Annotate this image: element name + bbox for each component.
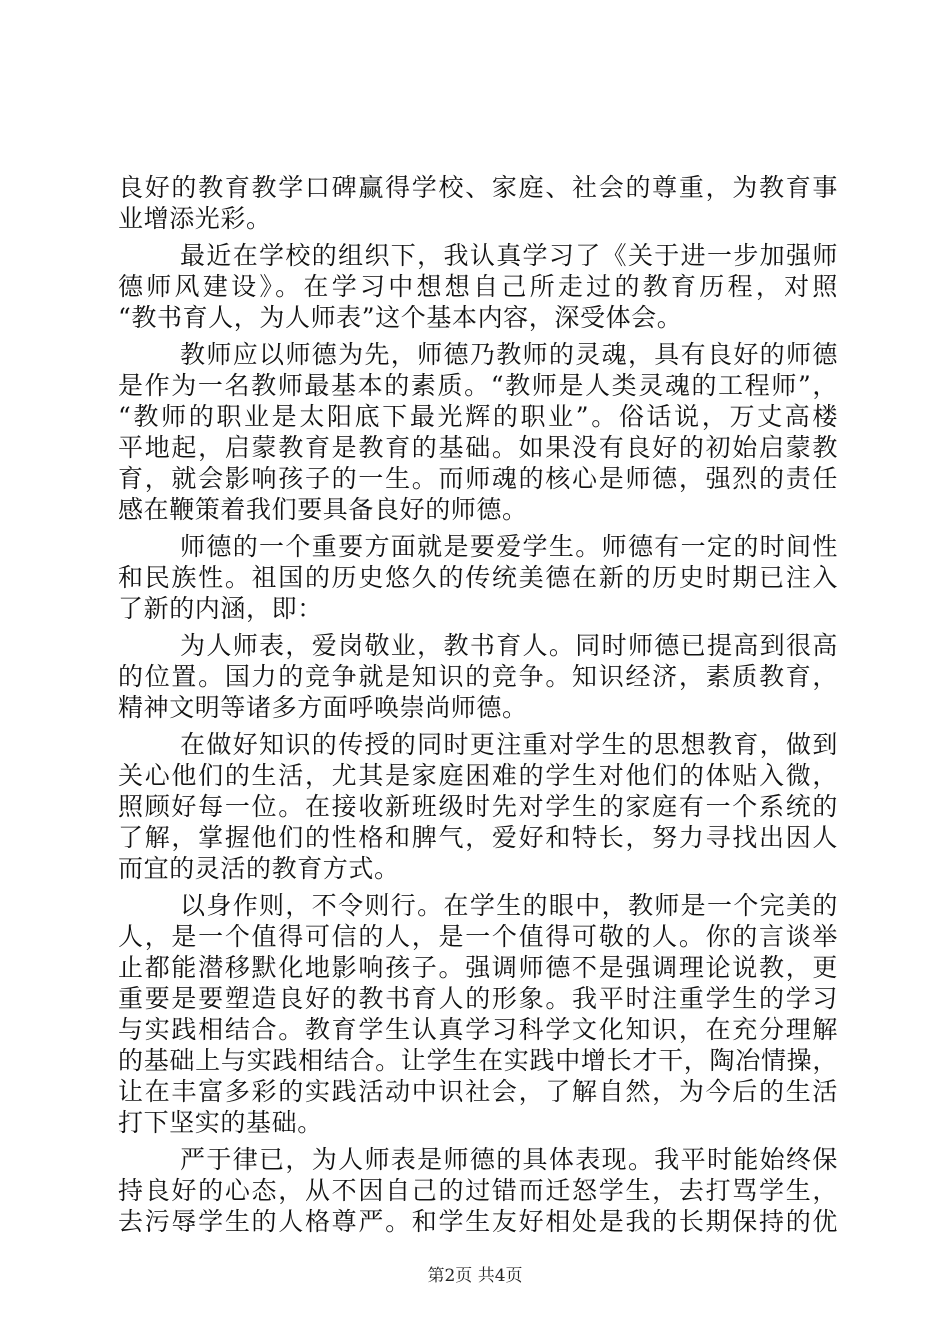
text-line: 精神文明等诸多方面呼唤崇尚师德。 [118, 693, 528, 722]
text-line: 照顾好每一位。在接收新班级时先对学生的家庭有一个系统的 [118, 792, 838, 821]
text-line: 的基础上与实践相结合。让学生在实践中增长才干，陶冶情操， [118, 1046, 838, 1075]
text-line: 重要是要塑造良好的教书育人的形象。我平时注重学生的学习 [118, 984, 838, 1013]
text-line: 严于律已，为人师表是师德的具体表现。我平时能始终保 [180, 1145, 838, 1174]
text-line: 而宜的灵活的教育方式。 [118, 854, 400, 883]
text-line: “教师的职业是太阳底下最光辉的职业”。俗话说，万丈高楼 [118, 402, 838, 431]
text-line: 以身作则，不令则行。在学生的眼中，教师是一个完美的 [180, 891, 838, 920]
text-line: 育，就会影响孩子的一生。而师魂的核心是师德，强烈的责任 [118, 464, 838, 493]
text-line: 良好的教育教学口碑赢得学校、家庭、社会的尊重，为教育事 [118, 173, 838, 202]
text-line: 是作为一名教师最基本的素质。“教师是人类灵魂的工程师”， [118, 371, 838, 400]
text-line: 教师应以师德为先，师德乃教师的灵魂，具有良好的师德 [180, 340, 838, 369]
text-line: 师德的一个重要方面就是要爱学生。师德有一定的时间性 [180, 532, 838, 561]
text-line: 打下坚实的基础。 [118, 1108, 323, 1137]
text-line: 最近在学校的组织下，我认真学习了《关于进一步加强师 [180, 241, 838, 270]
text-line: 在做好知识的传授的同时更注重对学生的思想教育，做到 [180, 730, 838, 759]
text-line: 和民族性。祖国的历史悠久的传统美德在新的历史时期已注入 [118, 563, 838, 592]
text-line: 了解，掌握他们的性格和脾气，爱好和特长，努力寻找出因人 [118, 823, 838, 852]
text-line: 持良好的心态，从不因自己的过错而迁怒学生，去打骂学生， [118, 1176, 838, 1205]
text-line: 的位置。国力的竞争就是知识的竞争。知识经济，素质教育， [118, 662, 838, 691]
text-line: “教书育人，为人师表”这个基本内容，深受体会。 [118, 303, 683, 332]
page-footer: 第2页 共4页 [427, 1266, 523, 1286]
text-line: 关心他们的生活，尤其是家庭困难的学生对他们的体贴入微， [118, 761, 838, 790]
text-line: 平地起，启蒙教育是教育的基础。如果没有良好的初始启蒙教 [118, 433, 838, 462]
text-line: 感在鞭策着我们要具备良好的师德。 [118, 495, 528, 524]
text-line: 人，是一个值得可信的人，是一个值得可敬的人。你的言谈举 [118, 922, 838, 951]
text-line: 让在丰富多彩的实践活动中识社会，了解自然，为今后的生活 [118, 1077, 838, 1106]
text-line: 去污辱学生的人格尊严。和学生友好相处是我的长期保持的优 [118, 1207, 838, 1236]
text-line: 与实践相结合。教育学生认真学习科学文化知识，在充分理解 [118, 1015, 838, 1044]
text-line: 德师风建设》。在学习中想想自己所走过的教育历程，对照 [118, 272, 838, 301]
text-line: 业增添光彩。 [118, 204, 272, 233]
text-line: 止都能潜移默化地影响孩子。强调师德不是强调理论说教，更 [118, 953, 838, 982]
text-line: 为人师表，爱岗敬业，教书育人。同时师德已提高到很高 [180, 631, 838, 660]
text-line: 了新的内涵，即： [118, 594, 323, 623]
